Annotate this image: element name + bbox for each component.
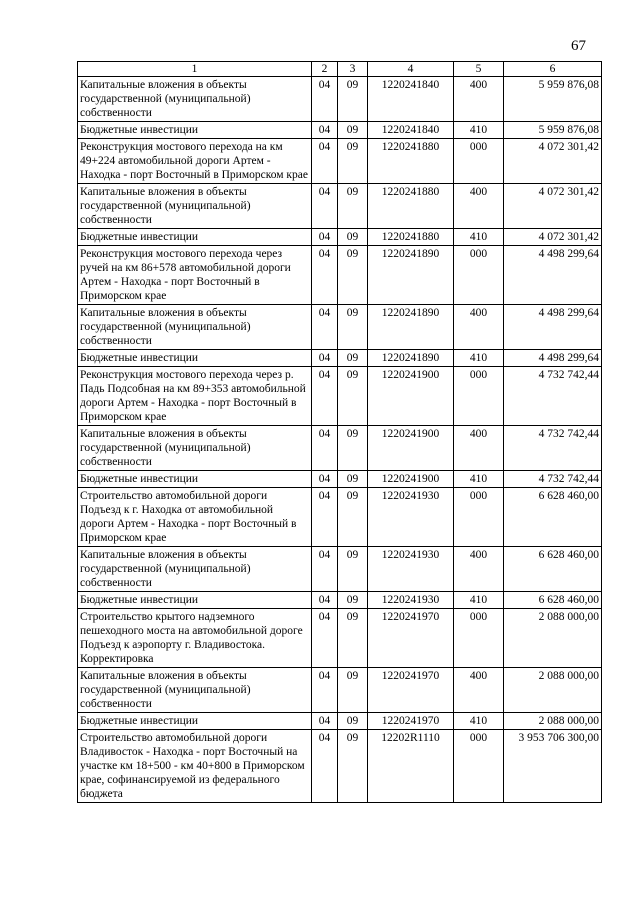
row-subsection: 09 bbox=[338, 488, 368, 547]
row-target-article: 1220241840 bbox=[368, 122, 454, 139]
column-header: 3 bbox=[338, 62, 368, 77]
row-amount: 6 628 460,00 bbox=[504, 488, 602, 547]
row-section: 04 bbox=[312, 488, 338, 547]
row-name: Капитальные вложения в объекты государственной (муниципальной) собственности bbox=[78, 547, 312, 592]
table-row bbox=[78, 730, 602, 803]
table-header-row bbox=[78, 62, 602, 77]
row-name: Капитальные вложения в объекты государственной (муниципальной) собственности bbox=[78, 426, 312, 471]
row-section: 04 bbox=[312, 122, 338, 139]
row-subsection: 09 bbox=[338, 592, 368, 609]
column-header: 4 bbox=[368, 62, 454, 77]
row-expense-type: 400 bbox=[454, 305, 504, 350]
row-name: Бюджетные инвестиции bbox=[78, 122, 312, 139]
row-expense-type: 410 bbox=[454, 713, 504, 730]
row-expense-type: 400 bbox=[454, 547, 504, 592]
row-name: Строительство автомобильной дороги Владивосток - Находка - порт Восточный на участке км 18+500 - км 40+800 в Приморском крае, софинансируемой из федерального бюджета bbox=[78, 730, 312, 803]
row-target-article: 1220241880 bbox=[368, 139, 454, 184]
table-row bbox=[78, 350, 602, 367]
row-section: 04 bbox=[312, 592, 338, 609]
row-section: 04 bbox=[312, 246, 338, 305]
row-amount: 6 628 460,00 bbox=[504, 592, 602, 609]
row-expense-type: 410 bbox=[454, 592, 504, 609]
row-name: Реконструкция мостового перехода на км 49+224 автомобильной дороги Артем - Находка - порт Восточный в Приморском крае bbox=[78, 139, 312, 184]
row-subsection: 09 bbox=[338, 713, 368, 730]
column-header: 6 bbox=[504, 62, 602, 77]
row-amount: 5 959 876,08 bbox=[504, 122, 602, 139]
row-amount: 4 498 299,64 bbox=[504, 246, 602, 305]
row-subsection: 09 bbox=[338, 426, 368, 471]
row-subsection: 09 bbox=[338, 367, 368, 426]
row-expense-type: 410 bbox=[454, 471, 504, 488]
table-row bbox=[78, 713, 602, 730]
table-row bbox=[78, 488, 602, 547]
row-name: Капитальные вложения в объекты государственной (муниципальной) собственности bbox=[78, 184, 312, 229]
row-section: 04 bbox=[312, 77, 338, 122]
row-section: 04 bbox=[312, 229, 338, 246]
row-subsection: 09 bbox=[338, 246, 368, 305]
row-subsection: 09 bbox=[338, 350, 368, 367]
row-expense-type: 410 bbox=[454, 229, 504, 246]
row-name: Капитальные вложения в объекты государственной (муниципальной) собственности bbox=[78, 305, 312, 350]
row-expense-type: 000 bbox=[454, 609, 504, 668]
row-target-article: 1220241890 bbox=[368, 350, 454, 367]
row-subsection: 09 bbox=[338, 122, 368, 139]
row-expense-type: 410 bbox=[454, 122, 504, 139]
column-header: 1 bbox=[78, 62, 312, 77]
row-amount: 3 953 706 300,00 bbox=[504, 730, 602, 803]
row-amount: 4 498 299,64 bbox=[504, 350, 602, 367]
row-section: 04 bbox=[312, 547, 338, 592]
row-name: Бюджетные инвестиции bbox=[78, 350, 312, 367]
row-amount: 4 072 301,42 bbox=[504, 229, 602, 246]
row-amount: 4 732 742,44 bbox=[504, 471, 602, 488]
table-row bbox=[78, 609, 602, 668]
row-amount: 4 732 742,44 bbox=[504, 426, 602, 471]
row-amount: 2 088 000,00 bbox=[504, 668, 602, 713]
row-expense-type: 400 bbox=[454, 668, 504, 713]
table-row bbox=[78, 668, 602, 713]
row-target-article: 1220241900 bbox=[368, 471, 454, 488]
row-section: 04 bbox=[312, 471, 338, 488]
row-section: 04 bbox=[312, 668, 338, 713]
row-section: 04 bbox=[312, 305, 338, 350]
row-subsection: 09 bbox=[338, 471, 368, 488]
row-target-article: 1220241900 bbox=[368, 426, 454, 471]
budget-table bbox=[77, 61, 602, 803]
row-amount: 5 959 876,08 bbox=[504, 77, 602, 122]
row-name: Бюджетные инвестиции bbox=[78, 592, 312, 609]
row-amount: 4 498 299,64 bbox=[504, 305, 602, 350]
table-row bbox=[78, 305, 602, 350]
row-expense-type: 000 bbox=[454, 367, 504, 426]
row-target-article: 1220241930 bbox=[368, 488, 454, 547]
table-row bbox=[78, 139, 602, 184]
row-section: 04 bbox=[312, 713, 338, 730]
row-expense-type: 000 bbox=[454, 139, 504, 184]
row-name: Реконструкция мостового перехода через р. Падь Подсобная на км 89+353 автомобильной дороги Артем - Находка - порт Восточный в Приморском крае bbox=[78, 367, 312, 426]
row-target-article: 1220241970 bbox=[368, 713, 454, 730]
row-target-article: 1220241880 bbox=[368, 184, 454, 229]
table-row bbox=[78, 547, 602, 592]
table-row bbox=[78, 471, 602, 488]
row-section: 04 bbox=[312, 426, 338, 471]
row-name: Строительство автомобильной дороги Подъезд к г. Находка от автомобильной дороги Артем - Находка - порт Восточный в Приморском крае bbox=[78, 488, 312, 547]
row-amount: 4 732 742,44 bbox=[504, 367, 602, 426]
row-expense-type: 400 bbox=[454, 77, 504, 122]
row-target-article: 1220241930 bbox=[368, 592, 454, 609]
row-subsection: 09 bbox=[338, 609, 368, 668]
table-row bbox=[78, 122, 602, 139]
row-target-article: 12202R1110 bbox=[368, 730, 454, 803]
row-section: 04 bbox=[312, 730, 338, 803]
table-row bbox=[78, 229, 602, 246]
row-expense-type: 000 bbox=[454, 246, 504, 305]
row-target-article: 1220241900 bbox=[368, 367, 454, 426]
row-amount: 4 072 301,42 bbox=[504, 139, 602, 184]
column-header: 2 bbox=[312, 62, 338, 77]
row-amount: 2 088 000,00 bbox=[504, 609, 602, 668]
row-section: 04 bbox=[312, 184, 338, 229]
row-subsection: 09 bbox=[338, 305, 368, 350]
row-target-article: 1220241970 bbox=[368, 668, 454, 713]
row-name: Бюджетные инвестиции bbox=[78, 471, 312, 488]
row-target-article: 1220241880 bbox=[368, 229, 454, 246]
row-section: 04 bbox=[312, 350, 338, 367]
row-name: Реконструкция мостового перехода через ручей на км 86+578 автомобильной дороги Артем - Находка - порт Восточный в Приморском крае bbox=[78, 246, 312, 305]
row-name: Бюджетные инвестиции bbox=[78, 229, 312, 246]
row-subsection: 09 bbox=[338, 668, 368, 713]
row-name: Бюджетные инвестиции bbox=[78, 713, 312, 730]
row-amount: 6 628 460,00 bbox=[504, 547, 602, 592]
row-name: Капитальные вложения в объекты государственной (муниципальной) собственности bbox=[78, 77, 312, 122]
row-expense-type: 000 bbox=[454, 730, 504, 803]
table-row bbox=[78, 77, 602, 122]
row-expense-type: 000 bbox=[454, 488, 504, 547]
row-name: Капитальные вложения в объекты государственной (муниципальной) собственности bbox=[78, 668, 312, 713]
row-target-article: 1220241890 bbox=[368, 305, 454, 350]
row-target-article: 1220241840 bbox=[368, 77, 454, 122]
row-expense-type: 410 bbox=[454, 350, 504, 367]
table-row bbox=[78, 246, 602, 305]
row-section: 04 bbox=[312, 609, 338, 668]
row-subsection: 09 bbox=[338, 77, 368, 122]
table-row bbox=[78, 367, 602, 426]
row-name: Строительство крытого надземного пешеходного моста на автомобильной дороге Подъезд к аэропорту г. Владивостока. Корректировка bbox=[78, 609, 312, 668]
row-amount: 2 088 000,00 bbox=[504, 713, 602, 730]
row-subsection: 09 bbox=[338, 547, 368, 592]
table-row bbox=[78, 426, 602, 471]
table-row bbox=[78, 184, 602, 229]
row-subsection: 09 bbox=[338, 730, 368, 803]
row-subsection: 09 bbox=[338, 184, 368, 229]
row-amount: 4 072 301,42 bbox=[504, 184, 602, 229]
row-expense-type: 400 bbox=[454, 184, 504, 229]
row-target-article: 1220241970 bbox=[368, 609, 454, 668]
page-number: 67 bbox=[571, 38, 586, 54]
row-expense-type: 400 bbox=[454, 426, 504, 471]
row-target-article: 1220241890 bbox=[368, 246, 454, 305]
column-header: 5 bbox=[454, 62, 504, 77]
table-row bbox=[78, 592, 602, 609]
row-section: 04 bbox=[312, 367, 338, 426]
row-subsection: 09 bbox=[338, 139, 368, 184]
row-section: 04 bbox=[312, 139, 338, 184]
row-subsection: 09 bbox=[338, 229, 368, 246]
row-target-article: 1220241930 bbox=[368, 547, 454, 592]
